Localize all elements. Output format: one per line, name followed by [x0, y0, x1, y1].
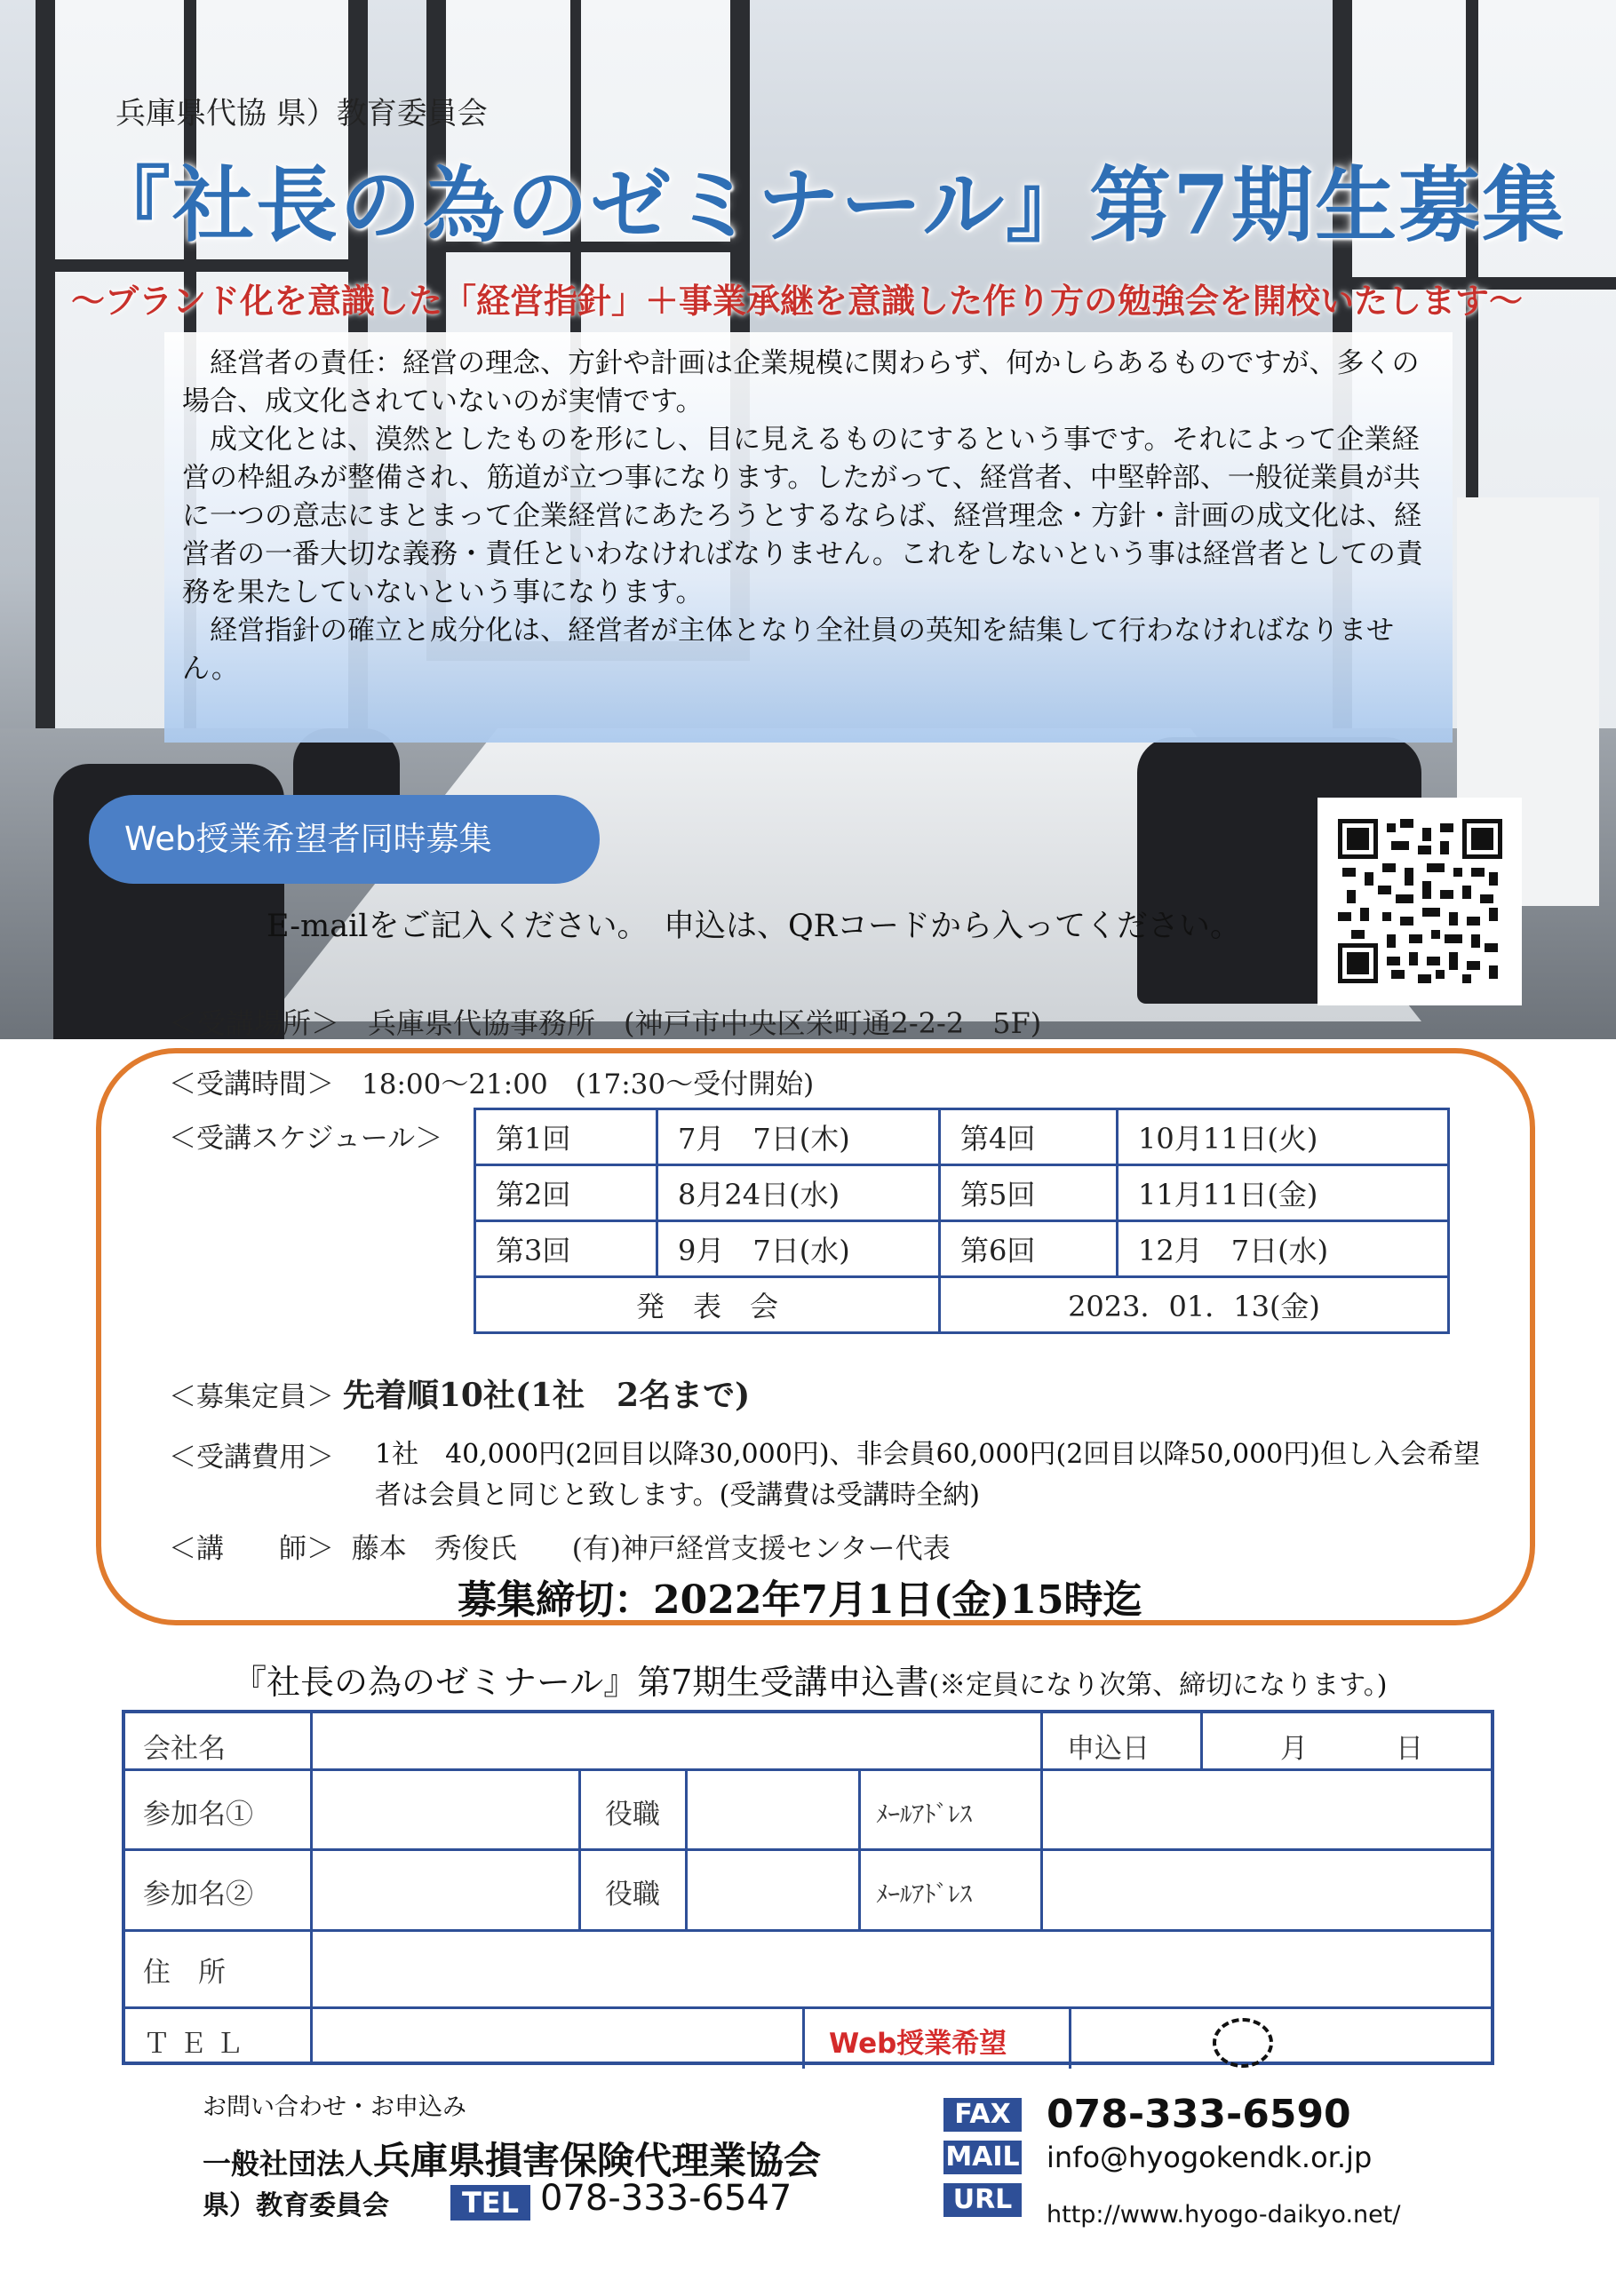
- schedule-label: ＜受講スケジュール＞: [169, 1123, 443, 1155]
- web-wish-checkbox[interactable]: [1213, 2018, 1273, 2068]
- session-number: 第2回: [475, 1165, 657, 1221]
- address-label: 住 所: [143, 1957, 226, 1989]
- role-label: 役職: [605, 1879, 660, 1911]
- form-note: (※定員になり次第、締切になります。): [928, 1670, 1388, 1701]
- table-row: [475, 1277, 1449, 1333]
- session-date: 12月 7日(水): [1118, 1221, 1449, 1277]
- organizer: 兵庫県代協 県）教育委員会: [115, 96, 488, 131]
- web-class-banner: Web授業希望者同時募集: [89, 795, 600, 884]
- session-number: 第4回: [940, 1109, 1118, 1165]
- email-link[interactable]: info@hyogokendk.or.jp: [1047, 2141, 1373, 2174]
- role1-field[interactable]: [689, 1772, 856, 1847]
- apply-date-field[interactable]: [1205, 1713, 1493, 1767]
- application-form: [122, 1710, 1494, 2065]
- session-date: 8月24日(水): [657, 1165, 940, 1221]
- time-info: ＜受講時間＞ 18:00～21:00 (17:30～受付開始): [169, 1069, 815, 1100]
- session-number: 第6回: [940, 1221, 1118, 1277]
- org-name: 兵庫県損害保険代理業協会: [373, 2139, 822, 2182]
- lecturer-value: 藤本 秀俊氏 (有)神戸経営支援センター代表: [351, 1533, 951, 1565]
- email-label: ﾒｰﾙｱﾄﾞﾚｽ: [876, 1881, 972, 1909]
- role2-field[interactable]: [689, 1852, 856, 1927]
- fee-label: ＜受講費用＞: [169, 1442, 334, 1474]
- company-label: 会社名: [143, 1733, 226, 1765]
- fax-badge: FAX: [943, 2098, 1022, 2132]
- table-row: [475, 1165, 1449, 1221]
- fax-number: 078-333-6590: [1047, 2092, 1351, 2137]
- capacity-value: 先着順10社(1社 2名まで): [342, 1377, 751, 1414]
- capacity-row: [169, 1370, 750, 1416]
- tel-number[interactable]: 078-333-6547: [540, 2178, 792, 2219]
- session-number: 第5回: [940, 1165, 1118, 1221]
- session-date: 10月11日(火): [1118, 1109, 1449, 1165]
- fee-text: 1社 40,000円(2回目以降30,000円)、非会員60,000円(2回目以降50,000円)但し入会希望者は会員と同じと致します。(受講費は受講時全納): [375, 1439, 1480, 1511]
- session-date: 11月11日(金): [1118, 1165, 1449, 1221]
- url-badge: URL: [943, 2183, 1022, 2217]
- apply-date-label: 申込日: [1067, 1733, 1150, 1765]
- day-label: 日: [1396, 1733, 1423, 1765]
- tel-badge: TEL: [450, 2185, 530, 2221]
- participant1-field[interactable]: [314, 1772, 577, 1847]
- web-class-wish-label: Web授業希望: [829, 2028, 1007, 2060]
- intro-paragraph: 経営指針の確立と成分化は、経営者が主体となり全社員の英知を結集して行わなければなりません。: [182, 615, 1394, 685]
- participant1-label: 参加名①: [143, 1799, 253, 1831]
- month-label: 月: [1280, 1733, 1308, 1765]
- presentation-date: 2023．01．13(金): [940, 1277, 1449, 1333]
- committee-name: 県）教育委員会: [203, 2190, 389, 2221]
- table-row: [475, 1109, 1449, 1165]
- intro-text: [182, 345, 1444, 688]
- page-title: 『社長の為のゼミナール』第7期生募集: [89, 157, 1566, 253]
- session-date: 7月 7日(木): [657, 1109, 940, 1165]
- intro-paragraph: 経営者の責任：経営の理念、方針や計画は企業規模に関わらず、何かしらあるものですが、多くの場合、成文化されていないのが実情です。: [182, 347, 1420, 417]
- organization-name: [203, 2132, 821, 2185]
- role-label: 役職: [605, 1799, 660, 1831]
- tel-label: Ｔ Ｅ Ｌ: [143, 2028, 243, 2060]
- mail-badge: MAIL: [943, 2141, 1022, 2174]
- participant2-field[interactable]: [314, 1852, 577, 1927]
- website-link[interactable]: http://www.hyogo-daikyo.net/: [1047, 2201, 1401, 2228]
- qr-code-icon[interactable]: [1338, 819, 1502, 983]
- lecturer-label: ＜講 師＞: [169, 1533, 334, 1565]
- session-number: 第3回: [475, 1221, 657, 1277]
- form-title-text: 『社長の為のゼミナール』第7期生受講申込書: [233, 1663, 929, 1702]
- venue-info: ＜受講場所＞ 兵庫県代協事務所 (神戸市中央区栄町通2-2-2 5F): [169, 1006, 1042, 1040]
- intro-paragraph: 成文化とは、漠然としたものを形にし、目に見えるものにするという事です。それによって企業経営の枠組みが整備され、筋道が立つ事になります。したがって、経営者、中堅幹部、一般従業員が共に一つの意志にまとまって企業経営にあたろうとするならば、経営理念・方針・計画の成文化は、経営者の一番大切な義務・責任といわなければなりません。これをしないという事は経営者としての責務を果たしていないという事になります。: [182, 424, 1423, 608]
- session-date: 9月 7日(水): [657, 1221, 940, 1277]
- email-label: ﾒｰﾙｱﾄﾞﾚｽ: [876, 1801, 972, 1829]
- lecturer-row: [169, 1526, 951, 1566]
- address-field[interactable]: [314, 1933, 1493, 2005]
- participant2-label: 参加名②: [143, 1879, 253, 1911]
- email1-field[interactable]: [1044, 1772, 1493, 1847]
- email2-field[interactable]: [1044, 1852, 1493, 1927]
- inquiry-label: お問い合わせ・お申込み: [203, 2093, 466, 2121]
- form-title: [233, 1655, 1387, 1704]
- company-field[interactable]: [314, 1713, 1039, 1767]
- session-number: 第1回: [475, 1109, 657, 1165]
- capacity-label: ＜募集定員＞: [169, 1381, 334, 1413]
- qr-instruction: E-mailをご記入ください。 申込は、QRコードから入ってください。: [267, 909, 1242, 944]
- org-prefix: 一般社団法人: [203, 2147, 374, 2181]
- schedule-table: [474, 1108, 1450, 1334]
- tagline: ～ブランド化を意識した「経営指針」＋事業承継を意識した作り方の勉強会を開校いたします～: [71, 281, 1524, 321]
- tel-field[interactable]: [314, 2010, 800, 2065]
- deadline: 募集締切：2022年7月1日(金)15時迄: [458, 1577, 1142, 1623]
- table-row: [475, 1221, 1449, 1277]
- presentation-label: 発 表 会: [475, 1277, 940, 1333]
